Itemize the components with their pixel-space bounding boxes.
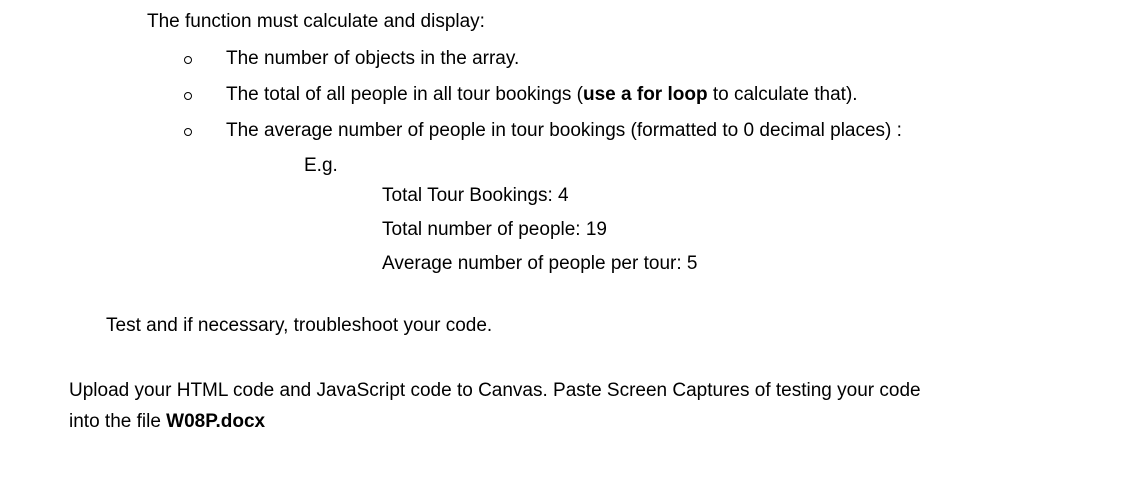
bullet-total-pre: The total of all people in all tour bookings ( xyxy=(226,84,583,105)
hollow-circle-bullet-icon xyxy=(184,92,192,100)
hollow-circle-bullet-icon xyxy=(184,56,192,64)
bullet-total-bold: use a for loop xyxy=(583,84,708,105)
example-line-bookings: Total Tour Bookings: 4 xyxy=(382,185,569,206)
upload-line2-pre: into the file xyxy=(69,411,167,432)
upload-filename: W08P.docx xyxy=(166,411,266,432)
example-label: E.g. xyxy=(304,155,338,176)
example-line-average: Average number of people per tour: 5 xyxy=(382,253,698,274)
test-instruction: Test and if necessary, troubleshoot your code. xyxy=(106,315,493,336)
bullet-total-post: to calculate that). xyxy=(707,84,858,105)
intro-text: The function must calculate and display: xyxy=(147,11,485,32)
bullet-item-average: The average number of people in tour bookings (formatted to 0 decimal places) : xyxy=(226,120,902,141)
hollow-circle-bullet-icon xyxy=(184,128,192,136)
upload-instruction-line1: Upload your HTML code and JavaScript code to Canvas. Paste Screen Captures of testing your code xyxy=(69,380,921,401)
upload-instruction-line2 xyxy=(69,410,265,434)
bullet-item-count: The number of objects in the array. xyxy=(226,48,520,69)
bullet-item-total xyxy=(226,83,858,107)
example-line-people: Total number of people: 19 xyxy=(382,219,607,240)
